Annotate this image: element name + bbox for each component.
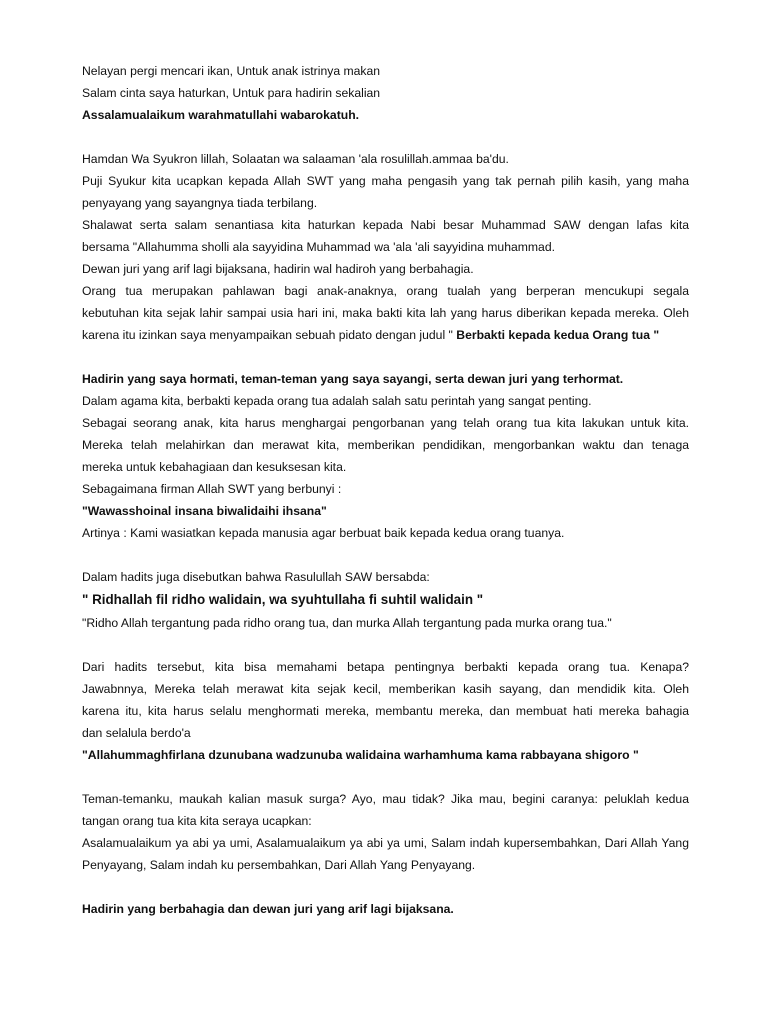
shalawat-line-2: bersama "Allahumma sholli ala sayyidina Muhammad wa 'ala 'ali sayyidina muhammad. xyxy=(82,240,555,254)
explanation-line-1: Dari hadits tersebut, kita bisa memahami betapa pentingnya berbakti kepada orang tua. Kenapa? xyxy=(82,660,689,674)
greeting-song-line-2: Penyayang, Salam indah ku persembahkan, Dari Allah Yang Penyayang. xyxy=(82,858,476,872)
explanation-line-2: Jawabnnya, Mereka telah merawat kita sejak kecil, memberikan kasih sayang, dan mendidik kita. Oleh xyxy=(82,682,689,696)
gratitude-line-1: Puji Syukur kita ucapkan kepada Allah SWT yang maha pengasih yang tak pernah pilih kasih, yang maha xyxy=(82,174,689,188)
pantun-line-1: Nelayan pergi mencari ikan, Untuk anak istrinya makan xyxy=(82,64,381,78)
verse-translation: Artinya : Kami wasiatkan kepada manusia agar berbuat baik kepada kedua orang tuanya. xyxy=(82,526,565,540)
gratitude-line-2: penyayang yang sayangnya tiada terbilang. xyxy=(82,196,318,210)
opening-praise: Hamdan Wa Syukron lillah, Solaatan wa salaaman 'ala rosulillah.ammaa ba'du. xyxy=(82,152,509,166)
invitation-line-2: tangan orang tua kita kita seraya ucapkan: xyxy=(82,814,312,828)
invitation-line-1: Teman-temanku, maukah kalian masuk surga? Ayo, mau tidak? Jika mau, begini caranya: peluklah kedua xyxy=(82,792,689,806)
prayer-text: "Allahummaghfirlana dzunubana wadzunuba walidaina warhamhuma kama rabbayana shigoro " xyxy=(82,748,639,762)
closing-address: Hadirin yang berbahagia dan dewan juri yang arif lagi bijaksana. xyxy=(82,902,454,916)
explanation-line-4: dan selalula berdo'a xyxy=(82,726,191,740)
intro-line-3 xyxy=(82,324,689,346)
shalawat-line-1: Shalawat serta salam senantiasa kita haturkan kepada Nabi besar Muhammad SAW dengan lafas kita xyxy=(82,218,689,232)
speech-text xyxy=(82,60,689,920)
intro-text: karena itu izinkan saya menyampaikan sebuah pidato dengan judul " xyxy=(82,328,457,342)
hadith-intro: Dalam hadits juga disebutkan bahwa Rasulullah SAW bersabda: xyxy=(82,570,430,584)
child-duty-line-2: Mereka telah melahirkan dan merawat kita, memberikan pendidikan, mengorbankan waktu dan tenaga xyxy=(82,438,689,452)
intro-line-1: Orang tua merupakan pahlawan bagi anak-anaknya, orang tualah yang berperan mencukupi segala xyxy=(82,284,689,298)
jury-greeting: Dewan juri yang arif lagi bijaksana, hadirin wal hadiroh yang berbahagia. xyxy=(82,262,474,276)
paragraph-gap xyxy=(82,544,689,566)
audience-greeting: Hadirin yang saya hormati, teman-teman yang saya sayangi, serta dewan juri yang terhormat. xyxy=(82,372,624,386)
child-duty-line-3: mereka untuk kebahagiaan dan kesuksesan kita. xyxy=(82,460,347,474)
intro-line-2: kebutuhan kita sejak lahir sampai usia hari ini, maka bakti kita lah yang harus diberikan kepada mereka. Oleh xyxy=(82,306,689,320)
paragraph-gap xyxy=(82,766,689,788)
paragraph-gap xyxy=(82,126,689,148)
hadith-translation: "Ridho Allah tergantung pada ridho orang tua, dan murka Allah tergantung pada murka orang tua." xyxy=(82,616,612,630)
speech-title: Berbakti kepada kedua Orang tua " xyxy=(456,328,660,342)
explanation-line-3: karena itu, kita harus selalu menghormati mereka, membantu mereka, dan membuat hati mereka bahagia xyxy=(82,704,689,718)
hadith-text: " Ridhallah fil ridho walidain, wa syuhtullaha fi suhtil walidain " xyxy=(82,592,484,607)
quran-verse: "Wawasshoinal insana biwalidaihi ihsana" xyxy=(82,504,327,518)
religion-line: Dalam agama kita, berbakti kepada orang tua adalah salah satu perintah yang sangat penting. xyxy=(82,394,592,408)
firman-intro: Sebagaimana firman Allah SWT yang berbunyi : xyxy=(82,482,342,496)
paragraph-gap xyxy=(82,346,689,368)
opening-greeting: Assalamualaikum warahmatullahi wabarokatuh. xyxy=(82,108,360,122)
pantun-line-2: Salam cinta saya haturkan, Untuk para hadirin sekalian xyxy=(82,86,381,100)
greeting-song-line-1: Asalamualaikum ya abi ya umi, Asalamualaikum ya abi ya umi, Salam indah kupersembahkan, Dari Allah Yang xyxy=(82,836,689,850)
paragraph-gap xyxy=(82,876,689,898)
paragraph-gap xyxy=(82,634,689,656)
child-duty-line-1: Sebagai seorang anak, kita harus menghargai pengorbanan yang telah orang tua kita lakukan untuk kita. xyxy=(82,416,689,430)
